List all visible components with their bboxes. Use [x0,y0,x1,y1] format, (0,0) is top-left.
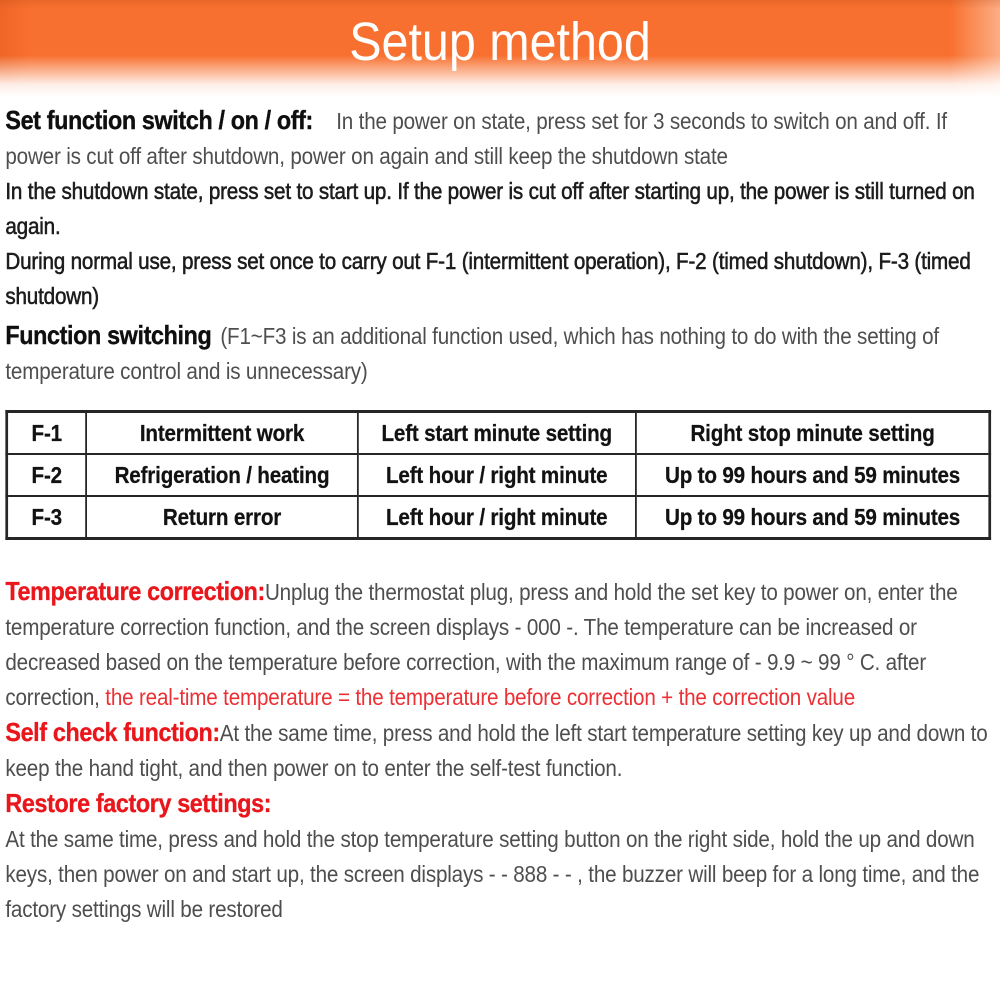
function-switching-body: (F1~F3 is an additional function used, which has nothing to do with the setting of temperature control and is unnecessary) [5,323,939,384]
title-banner [0,0,1000,97]
table-row-f3 [7,496,990,539]
self-check-heading: Self check function: [5,717,220,747]
restore-factory-heading: Restore factory settings: [5,788,272,818]
paragraph-normal-use: During normal use, press set once to carry out F-1 (intermittent operation), F-2 (timed shutdown), F-3 (timed shutdown) [5,248,971,309]
cell-f3-left: Left hour / right minute [358,496,636,539]
table-row-f1 [7,412,990,455]
temperature-correction-body: Unplug the thermostat plug, press and hold the set key to power on, enter the temperature correction function, and the screen displays - 000 -. The temperature can be increased or decreased based on the temperature before correction, with the maximum range of - 9.9 ~ 99 ° C. after correction, [5,579,958,710]
set-function-body: In the power on state, press set for 3 seconds to switch on and off. If power is cut off after shutdown, power on again and still keep the shutdown state [5,108,947,169]
cell-f1-right: Right stop minute setting [636,412,990,455]
paragraph-temperature-correction [5,574,991,715]
function-switching-heading: Function switching [5,320,212,350]
self-check-body: At the same time, press and hold the left start temperature setting key up and down to keep the hand tight, and then power on to enter the self-test function. [5,720,988,781]
cell-f3-right: Up to 99 hours and 59 minutes [636,496,990,539]
cell-f1-code: F-1 [7,412,87,455]
temperature-correction-formula: the real-time temperature = the temperature before correction + the correction value [105,684,856,710]
cell-f2-right: Up to 99 hours and 59 minutes [636,454,990,496]
paragraph-self-check [5,715,991,786]
function-table [5,410,991,540]
manual-content [0,97,1000,927]
cell-f1-name: Intermittent work [86,412,357,455]
table-row-f2 [7,454,990,496]
paragraph-restore-body: At the same time, press and hold the stop temperature setting button on the right side, hold the up and down keys, then power on and start up, the screen displays - - 888 - - , the buzzer will beep for a long time, and the factory settings will be restored [5,826,980,922]
temperature-correction-heading: Temperature correction: [5,576,265,606]
page-title: Setup method [349,12,651,72]
cell-f2-name: Refrigeration / heating [86,454,357,496]
cell-f1-left: Left start minute setting [358,412,636,455]
cell-f2-code: F-2 [7,454,87,496]
paragraph-function-switching [5,318,991,389]
cell-f3-code: F-3 [7,496,87,539]
cell-f3-name: Return error [86,496,357,539]
paragraph-restore-heading [5,786,991,822]
set-function-heading: Set function switch / on / off: [5,105,313,135]
paragraph-shutdown-note: In the shutdown state, press set to start up. If the power is cut off after starting up, the power is still turned on again. [5,178,975,239]
cell-f2-left: Left hour / right minute [358,454,636,496]
paragraph-set-function [5,103,991,174]
